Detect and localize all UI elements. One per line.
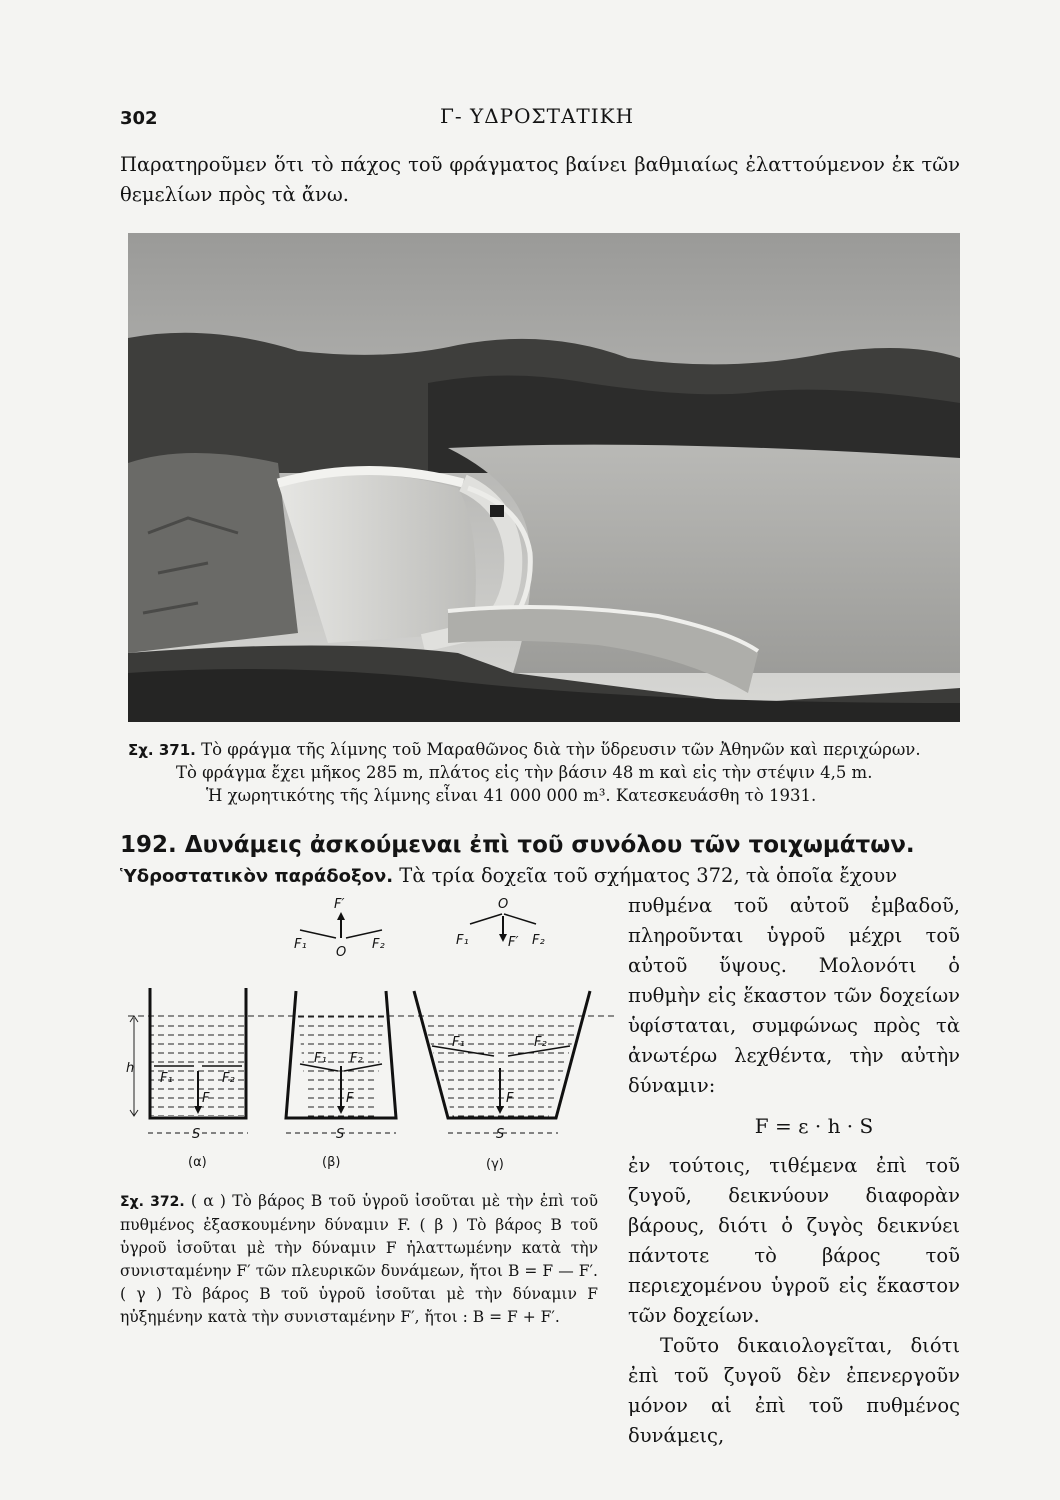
running-title: Γ- ΥΔΡΟΣΤΑΤΙΚΗ (440, 104, 635, 128)
diagram-label-f2: F₂ (350, 1051, 363, 1066)
section-heading: 192. Δυνάμεις ἀσκούμεναι ἐπὶ τοῦ συνόλου τῶν τοιχωμάτων. (120, 832, 915, 858)
formula: F = ε · h · S (754, 1114, 874, 1138)
diagram-label-f2: F₂ (534, 1035, 547, 1050)
section-subtitle-line (120, 864, 897, 887)
section-text-start: Τὰ τρία δοχεῖα τοῦ σχήματος 372, τὰ ὁποῖα ἔχουν (393, 864, 898, 887)
figure-371-caption-line3: Ἡ χωρητικότης τῆς λίμνης εἶναι 41 000 000 m³. Κατεσκευάσθη τὸ 1931. (206, 786, 817, 805)
figure-372-label: Σχ. 372. (120, 1194, 185, 1210)
figure-371-label: Σχ. 371. (128, 741, 196, 759)
diagram-label-f1: F₁ (294, 937, 307, 952)
figure-371-caption-line2: Τὸ φράγμα ἔχει μῆκος 285 m, πλάτος εἰς τὴν βάσιν 48 m καὶ εἰς τὴν στέψιν 4,5 m. (176, 763, 873, 782)
diagram-label-b: (β) (322, 1155, 341, 1170)
page-number: 302 (120, 108, 158, 129)
diagram-label-fprime: F′ (334, 897, 345, 912)
diagram-label-f1: F₁ (160, 1071, 173, 1086)
three-vessels-diagram-icon (118, 896, 618, 1186)
diagram-label-o: O (336, 945, 347, 960)
diagram-label-s: S (336, 1127, 345, 1142)
diagram-label-f2: F₂ (372, 937, 385, 952)
dam-photo-icon (128, 233, 960, 722)
diagram-label-fprime: F′ (508, 935, 519, 950)
diagram-label-o: O (498, 897, 509, 912)
figure-371-caption-line1 (128, 738, 921, 762)
diagram-label-f2: F₂ (222, 1071, 235, 1086)
diagram-label-f2: F₂ (532, 933, 545, 948)
diagram-label-f1: F₁ (314, 1051, 327, 1066)
diagram-label-h: h (126, 1061, 135, 1076)
diagram-label-f: F (202, 1091, 210, 1106)
paragraph: ἐν τούτοις, τιθέμενα ἐπὶ τοῦ ζυγοῦ, δεικνύουν διαφορὰν βάρους, διότι ὁ ζυγὸς δεικνύει πάντοτε τὸ βάρος τοῦ περιεχομένου ὑγροῦ εἰς ἕκαστον τῶν δοχείων. (628, 1154, 960, 1327)
right-column-text (628, 891, 960, 1451)
diagram-label-s: S (192, 1127, 201, 1142)
diagram-label-f: F (506, 1091, 514, 1106)
diagram-label-c: (γ) (486, 1157, 504, 1172)
diagram-label-f: F (346, 1091, 354, 1106)
paragraph: πυθμένα τοῦ αὐτοῦ ἐμβαδοῦ, πληροῦνται ὑγροῦ μέχρι τοῦ αὐτοῦ ὕψους. Μολονότι ὁ πυθμὴν εἰς ἕκαστον τῶν δοχείων ὑφίσταται, συμφώνως πρὸς τὰ ἀνωτέρω λεχθέντα, τὴν αὐτὴν δύναμιν: (628, 894, 960, 1097)
diagram-label-a: (α) (188, 1155, 207, 1170)
section-subtitle: Ὑδροστατικὸν παράδοξον. (120, 866, 394, 887)
intro-paragraph: Παρατηροῦμεν ὅτι τὸ πάχος τοῦ φράγματος βαίνει βαθμιαίως ἐλαττούμενον ἐκ τῶν θεμελίων πρὸς τὰ ἄνω. (120, 153, 960, 206)
diagram-label-s: S (496, 1127, 505, 1142)
diagram-label-f1: F₁ (456, 933, 469, 948)
caption-text: ( α ) Τὸ βάρος Β τοῦ ὑγροῦ ἰσοῦται μὲ τὴν ἐπὶ τοῦ πυθμένος ἐξασκουμένην δύναμιν F. ( β ) Τὸ βάρος Β τοῦ ὑγροῦ ἰσοῦται μὲ τὴν δύναμιν F ἠλαττωμένην κατὰ τὴν συνισταμένην F′ τῶν πλευρικῶν δυνάμεων, ἤτοι Β = F — F′. ( γ ) Τὸ βάρος Β τοῦ ὑγροῦ ἰσοῦται μὲ τὴν δύναμιν F ηὐξημένην κατὰ τὴν συνισταμένην F′, ἤτοι : Β = F + F′. (120, 1192, 598, 1326)
figure-372-caption (120, 1190, 598, 1329)
caption-text: Τὸ φράγμα τῆς λίμνης τοῦ Μαραθῶνος διὰ τὴν ὕδρευσιν τῶν Ἀθηνῶν καὶ περιχώρων. (201, 740, 921, 759)
diagram-label-f1: F₁ (452, 1035, 465, 1050)
paragraph: Τοῦτο δικαιολογεῖται, διότι ἐπὶ τοῦ ζυγοῦ δὲν ἐπενεργοῦν μόνον αἱ ἐπὶ τοῦ πυθμένος δυνάμεις, (628, 1334, 960, 1447)
